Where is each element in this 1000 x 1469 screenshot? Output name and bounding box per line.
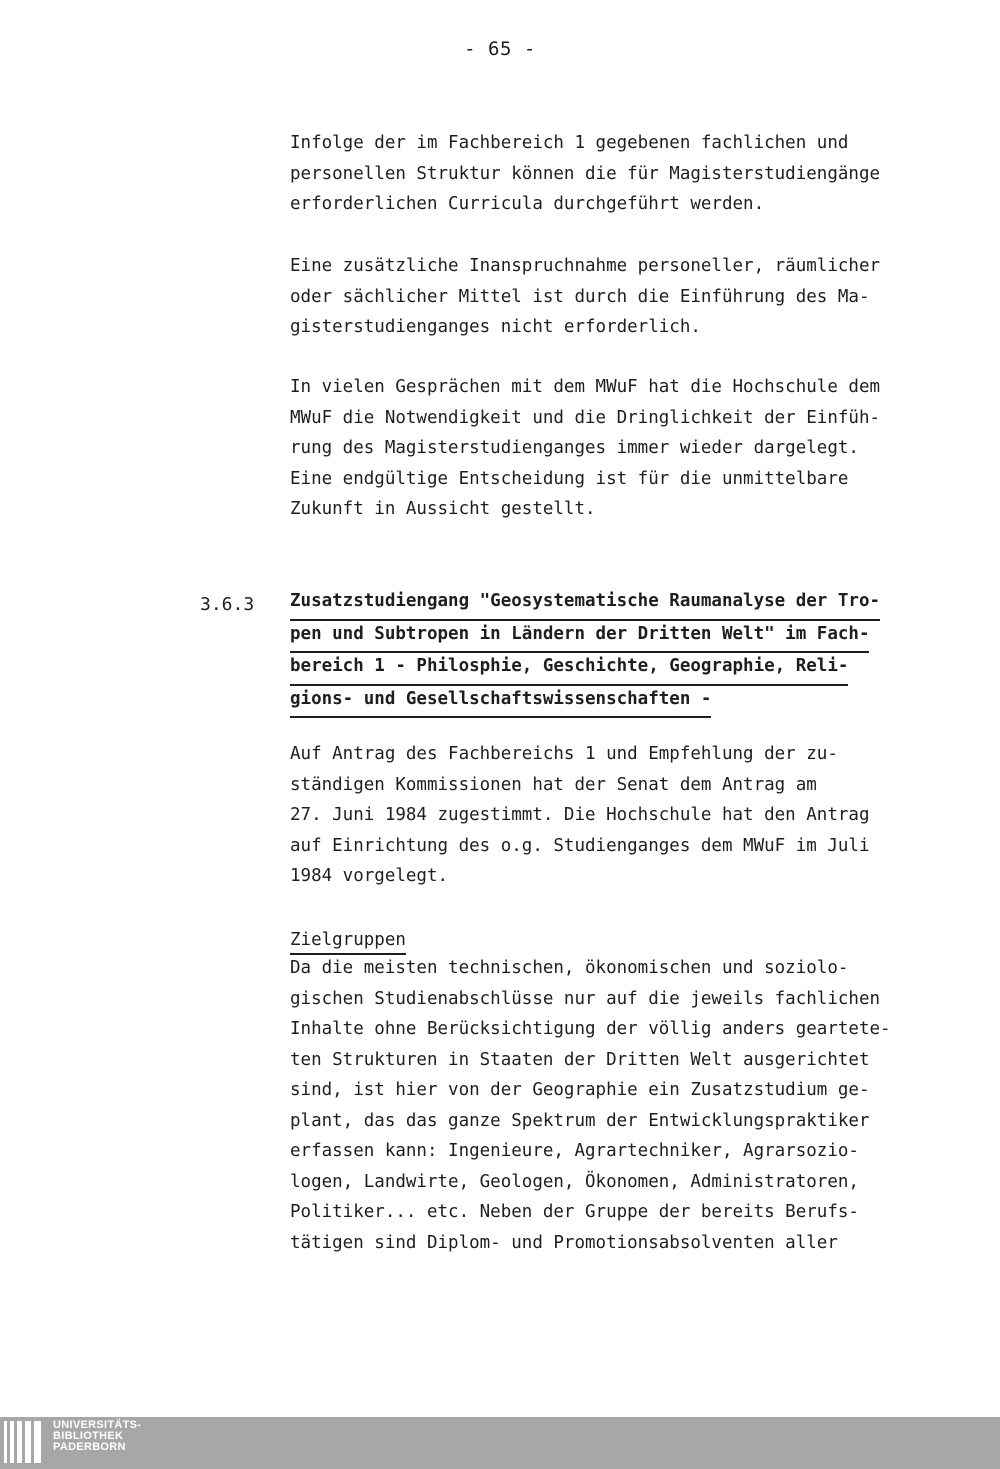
text-line: personellen Struktur können die für Magisterstudiengänge bbox=[290, 163, 881, 184]
section-intro bbox=[290, 739, 870, 892]
text-line: 27. Juni 1984 zugestimmt. Die Hochschule hat den Antrag bbox=[290, 805, 870, 825]
text-line: ten Strukturen in Staaten der Dritten Welt ausgerichtet bbox=[290, 1049, 870, 1070]
text-line: gischen Studienabschlüsse nur auf die jeweils fachlichen bbox=[290, 988, 881, 1009]
logo-line: BIBLIOTHEK bbox=[53, 1430, 124, 1442]
text-line: erfassen kann: Ingenieure, Agrartechniker, Agrarsozio- bbox=[290, 1141, 859, 1161]
heading-line: gions- und Gesellschaftswissenschaften - bbox=[290, 686, 711, 719]
paragraph-3 bbox=[290, 372, 881, 525]
page-number: - 65 - bbox=[464, 38, 536, 60]
text-line: Auf Antrag des Fachbereichs 1 und Empfehlung der zu- bbox=[290, 744, 838, 764]
text-line: Zukunft in Aussicht gestellt. bbox=[290, 499, 596, 519]
library-logo-text bbox=[53, 1420, 141, 1453]
text-line: Infolge der im Fachbereich 1 gegebenen fachlichen und bbox=[290, 133, 849, 153]
text-line: Eine endgültige Entscheidung ist für die unmittelbare bbox=[290, 468, 849, 489]
text-line: gisterstudienganges nicht erforderlich. bbox=[290, 317, 701, 337]
heading-line: Zusatzstudiengang "Geosystematische Raumanalyse der Tro- bbox=[290, 588, 880, 621]
section-number: 3.6.3 bbox=[200, 594, 255, 615]
text-line: ständigen Kommissionen hat der Senat dem Antrag am bbox=[290, 774, 817, 795]
text-line: Politiker... etc. Neben der Gruppe der bereits Berufs- bbox=[290, 1202, 859, 1222]
section-body bbox=[290, 953, 891, 1258]
text-line: Inhalte ohne Berücksichtigung der völlig anders geartete- bbox=[290, 1019, 891, 1039]
text-line: logen, Landwirte, Geologen, Ökonomen, Administratoren, bbox=[290, 1171, 859, 1192]
paragraph-1 bbox=[290, 128, 881, 220]
paragraph-2 bbox=[290, 251, 881, 343]
text-line: oder sächlicher Mittel ist durch die Einführung des Ma- bbox=[290, 286, 870, 307]
text-line: Da die meisten technischen, ökonomischen und soziolo- bbox=[290, 958, 849, 978]
text-line: tätigen sind Diplom- und Promotionsabsolventen aller bbox=[290, 1232, 838, 1253]
text-line: erforderlichen Curricula durchgeführt werden. bbox=[290, 194, 765, 214]
text-line: rung des Magisterstudienganges immer wieder dargelegt. bbox=[290, 438, 859, 458]
subheading-block bbox=[290, 928, 870, 955]
text-line: MWuF die Notwendigkeit und die Dringlichkeit der Einfüh- bbox=[290, 407, 881, 428]
library-logo-icon bbox=[4, 1421, 41, 1463]
subheading: Zielgruppen bbox=[290, 928, 406, 955]
text-line: sind, ist hier von der Geographie ein Zusatzstudium ge- bbox=[290, 1080, 870, 1100]
section-heading bbox=[290, 588, 881, 718]
text-line: 1984 vorgelegt. bbox=[290, 866, 449, 886]
text-line: In vielen Gesprächen mit dem MWuF hat die Hochschule dem bbox=[290, 377, 881, 397]
text-line: Eine zusätzliche Inanspruchnahme personeller, räumlicher bbox=[290, 256, 881, 276]
heading-line: pen und Subtropen in Ländern der Dritten Welt" im Fach- bbox=[290, 621, 869, 654]
heading-line: bereich 1 - Philosphie, Geschichte, Geographie, Reli- bbox=[290, 653, 848, 686]
text-line: auf Einrichtung des o.g. Studienganges dem MWuF im Juli bbox=[290, 835, 870, 856]
text-line: plant, das das ganze Spektrum der Entwicklungspraktiker bbox=[290, 1110, 870, 1131]
footer-bar bbox=[0, 1417, 1000, 1469]
logo-line: PADERBORN bbox=[53, 1441, 126, 1453]
logo-line: UNIVERSITÄTS- bbox=[53, 1419, 142, 1431]
